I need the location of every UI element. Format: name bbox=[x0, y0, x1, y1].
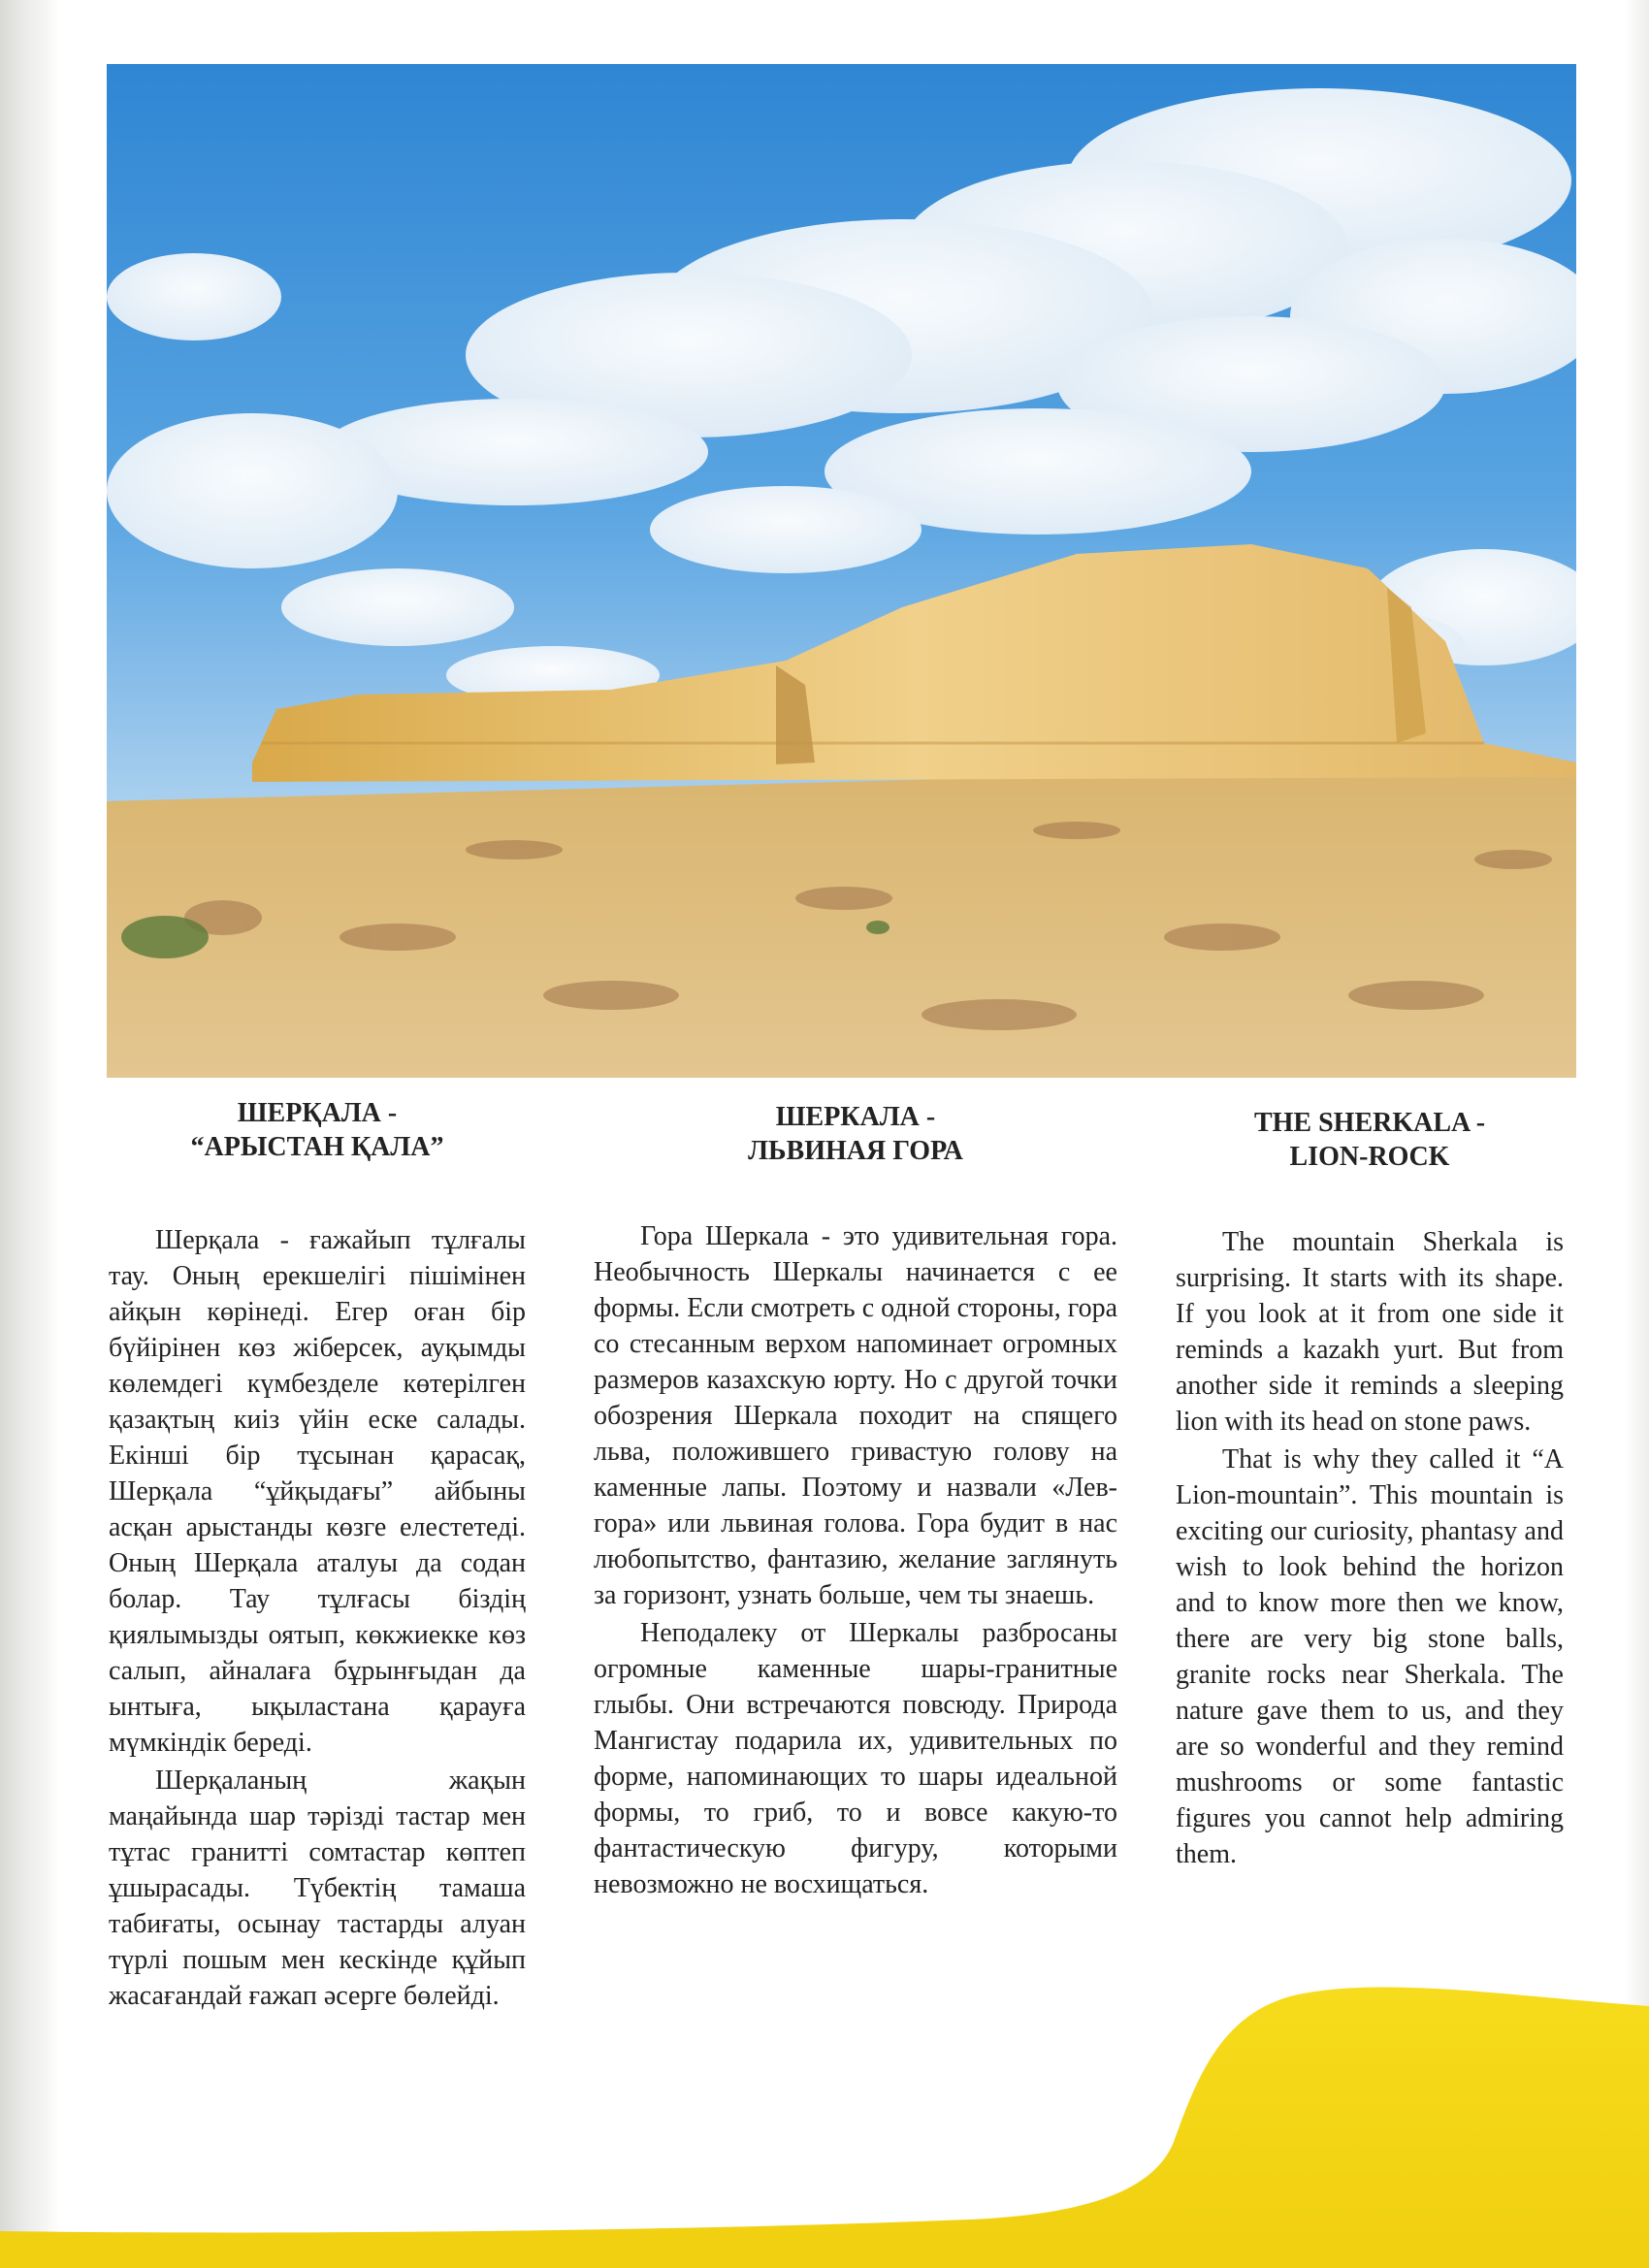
english-paragraph-1: The mountain Sherkala is surprising. It starts with its shape. If you look at it from one side it reminds a kazakh yurt. But from another side it reminds a sleeping lion with its head on stone paws. bbox=[1176, 1227, 1564, 1437]
russian-paragraph-2: Неподалеку от Шеркалы разбросаны огромные каменные шары-гранитные глыбы. Они встречаются повсюду. Природа Мангистау подарила их, удивительных по форме, напоминающих то шары идеальной формы, то гриб, то и вовсе какую-то фантастическую фигуру, которыми невозможно не восхищаться. bbox=[594, 1618, 1117, 1899]
kazakh-column bbox=[109, 1096, 526, 2014]
kazakh-paragraph-1: Шерқала - ғажайып тұлғалы тау. Оның ерекшелігі пішімінен айқын көрінеді. Егер оған бір бүйірінен көз жіберсек, ауқымды көлемдегі күмбезделе көтерілген қазақтың киіз үйін еске салады. Екінші бір тұсынан қарасақ, Шерқала “ұйқыдағы” айбыны асқан арыстанды көзге елестетеді. Оның Шерқала аталуы да содан болар. Тау тұлғасы біздің қиялымызды оятып, көкжиекке көз салып, айналаға бұрынғыдан да ынтыға, ықыластана қарауға мүмкіндік береді. bbox=[109, 1225, 526, 1758]
russian-title bbox=[594, 1096, 1117, 1168]
english-title-line1: THE SHERKALA - bbox=[1253, 1108, 1486, 1138]
russian-paragraph-1: Гора Шеркала - это удивительная гора. Необычность Шеркалы начинается с ее формы. Если смотреть с одной стороны, гора со стесанным верхом напоминает огромных размеров казахскую юрту. Но с другой точки обозрения Шеркала походит на спящего льва, положившего гривастую голову на каменные лапы. Поэтому и назвали «Лев-гора» или львиная голова. Гора будит в нас любопытство, фантазию, желание заглянуть за горизонт, узнать больше, чем ты знаешь. bbox=[594, 1221, 1117, 1610]
kazakh-paragraph-2: Шерқаланың жақын маңайында шар тәрізді тастар мен тұтас граниттi сомтастар көптеп ұшырасады. Түбектің тамаша табиғаты, осынау тастарды алуан түрлі пошым мен кескінде құйып жасағандай ғажап әсерге бөлейді. bbox=[109, 1766, 526, 2011]
russian-column bbox=[594, 1096, 1117, 1902]
russian-title-line1: ШЕРКАЛА - bbox=[775, 1102, 936, 1132]
yellow-wave-decoration bbox=[0, 1948, 1649, 2268]
russian-title-line2: ЛЬВИНАЯ ГОРА bbox=[748, 1136, 963, 1166]
kazakh-title-line1: ШЕРҚАЛА - bbox=[237, 1098, 398, 1128]
kazakh-title bbox=[109, 1096, 526, 1164]
page-edge bbox=[1624, 0, 1649, 2268]
sherkala-photo bbox=[107, 64, 1576, 1078]
english-title bbox=[1176, 1096, 1564, 1174]
english-title-line2: LION-ROCK bbox=[1289, 1142, 1450, 1172]
english-column bbox=[1176, 1096, 1564, 1872]
kazakh-title-line2: “АРЫСТАН ҚАЛА” bbox=[190, 1132, 444, 1162]
book-spine-shadow bbox=[0, 0, 60, 2268]
english-paragraph-2: That is why they called it “A Lion-mountain”. This mountain is exciting our curiosity, phantasy and wish to look behind the horizon and to know more then we know, there are very big stone balls, granite rocks near Sherkala. The nature gave them to us, and they are so wonderful and they remind mushrooms or some fantastic figures you cannot help admiring them. bbox=[1176, 1444, 1564, 1869]
